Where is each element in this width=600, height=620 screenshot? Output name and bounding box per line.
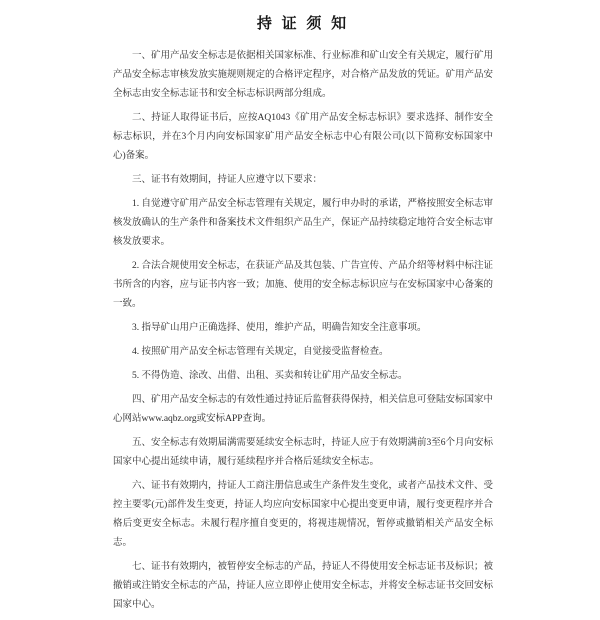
paragraph-6: 六、证书有效期内，持证人工商注册信息或生产条件发生变化，或者产品技术文件、受控主要零(元)部件发生变更，持证人均应向安标国家中心提出变更申请，履行变更程序并合格后变更安全标志。未履行程序擅自变更的，将视违规情况，暂停或撤销相关产品安全标志。 bbox=[113, 481, 494, 548]
paragraph-3-item-2: 2. 合法合规使用安全标志，在获证产品及其包装、广告宣传、产品介绍等材料中标注证书所含的内容，应与证书内容一致；加施、使用的安全标志标识应与在安标国家中心备案的一致。 bbox=[113, 261, 494, 309]
paragraph-1: 一、矿用产品安全标志是依据相关国家标准、行业标准和矿山安全有关规定，履行矿用产品安全标志审核发放实施规则规定的合格评定程序，对合格产品发放的凭证。矿用产品安全标志由安全标志证书和安全标志标识两部分组成。 bbox=[113, 51, 494, 99]
paragraph-4: 四、矿用产品安全标志的有效性通过持证后监督获得保持，相关信息可登陆安标国家中心网站www.aqbz.org或安标APP查询。 bbox=[113, 395, 494, 424]
paragraph-5: 五、安全标志有效期届满需要延续安全标志时，持证人应于有效期满前3至6个月向安标国家中心提出延续申请，履行延续程序并合格后延续安全标志。 bbox=[113, 438, 494, 467]
paragraph-3-item-1: 1. 自觉遵守矿用产品安全标志管理有关规定，履行申办时的承诺，严格按照安全标志审核发放确认的生产条件和备案技术文件组织产品生产，保证产品持续稳定地符合安全标志审核发放要求。 bbox=[113, 199, 494, 247]
document-page bbox=[113, 14, 493, 620]
paragraph-3-item-4: 4. 按照矿用产品安全标志管理有关规定，自觉接受监督检查。 bbox=[132, 347, 389, 357]
paragraph-3-item-3: 3. 指导矿山用户正确选择、使用，维护产品，明确告知安全注意事项。 bbox=[132, 323, 427, 333]
paragraph-2: 二、持证人取得证书后，应按AQ1043《矿用产品安全标志标识》要求选择、制作安全标志标识，并在3个月内向安标国家矿用产品安全标志中心有限公司(以下简称安标国家中心)备案。 bbox=[113, 113, 493, 161]
paragraph-7: 七、证书有效期内，被暂停安全标志的产品，持证人不得使用安全标志证书及标识；被撤销或注销安全标志的产品，持证人应立即停止使用安全标志，并将安全标志证书交回安标国家中心。 bbox=[113, 562, 494, 610]
document-title: 持 证 须 知 bbox=[256, 16, 350, 32]
paragraph-3: 三、证书有效期间，持证人应遵守以下要求： bbox=[132, 175, 323, 185]
paragraph-3-item-5: 5. 不得伪造、涂改、出借、出租、买卖和转让矿用产品安全标志。 bbox=[132, 371, 408, 381]
